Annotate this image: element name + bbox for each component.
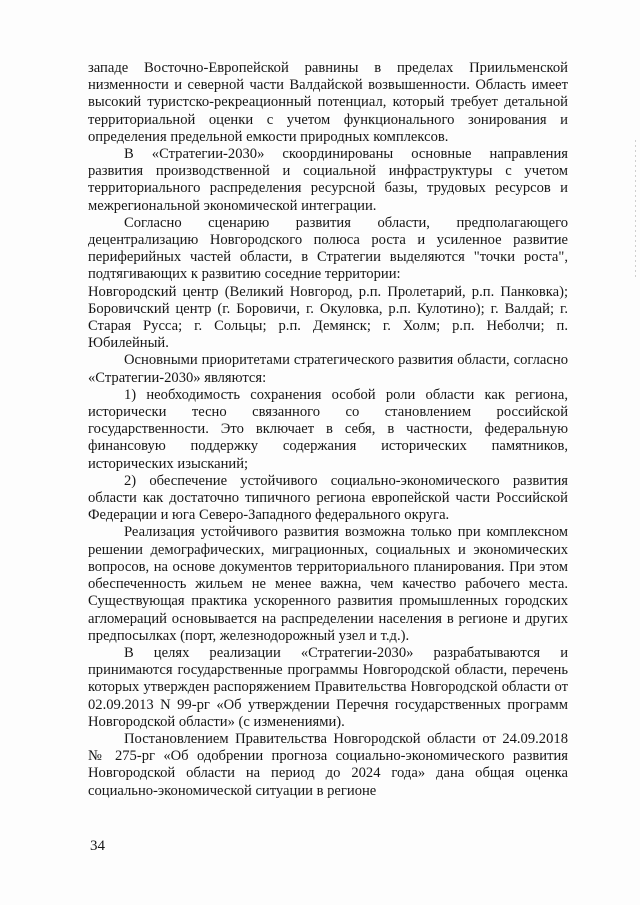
paragraph-forecast-resolution: Постановлением Правительства Новгородской области от 24.09.2018 № 275-рг «Об одобрении прогноза социально-экономического развития Новгородской области на период до 2024 года» дана общая оценка социально-экономической ситуации в регионе [88,730,568,799]
paragraph-sustainable-development: Реализация устойчивого развития возможна только при комплексном решении демографических, миграционных, социальных и экономических вопросов, на основе документов территориального планирования. При этом обеспеченность жильем не менее важна, чем качество рабочего места. Существующая практика ускоренного развития промышленных городских агломераций основывается на распределении населения в регионе и других предпосылках (порт, железнодорожный узел и т.д.). [88,524,568,644]
paragraph-strategy-coordination: В «Стратегии-2030» скоординированы основные направления развития производственной и социальной инфраструктуры с учетом территориального распределения ресурсной базы, трудовых ресурсов и межрегиональной экономической интеграции. [88,146,568,214]
list-item-priority-2: 2) обеспечение устойчивого социально-экономического развития области как достаточно типичного региона европейской части Российской Федерации и юга Северо-Западного федерального округа. [88,472,568,524]
page-number: 34 [90,838,105,854]
document-body [88,60,568,800]
paragraph-state-programs: В целях реализации «Стратегии-2030» разрабатываются и принимаются государственные программы Новгородской области, перечень которых утвержден распоряжением Правительства Новгородской области от 02.09.2013 N 99-рг «Об утверждении Перечня государственных программ Новгородской области» (с изменениями). [88,644,568,730]
paragraph-priorities-intro: Основными приоритетами стратегического развития области, согласно «Стратегии-2030» являются: [88,352,568,386]
scan-edge-mark [635,140,636,280]
paragraph-growth-centers-list: Новгородский центр (Великий Новгород, р.п. Пролетарий, р.п. Панковка); Боровичский центр (г. Боровичи, г. Окуловка, р.п. Кулотино); г. Валдай; г. Старая Русса; г. Сольцы; р.п. Демянск; г. Холм; р.п. Неболчи; п. Юбилейный. [88,283,568,352]
paragraph-continuation: западе Восточно-Европейской равнины в пределах Приильменской низменности и северной части Валдайской возвышенности. Область имеет высокий туристско-рекреационный потенциал, который требует детальной территориальной оценки с учетом функционального зонирования и определения предельной емкости природных комплексов. [88,60,568,145]
list-item-priority-1: 1) необходимость сохранения особой роли области как региона, исторически тесно связанного со становлением российской государственности. Это включает в себя, в частности, федеральную финансовую поддержку содержания исторических памятников, исторических изысканий; [88,386,568,472]
paragraph-growth-points: Согласно сценарию развития области, предполагающего децентрализацию Новгородского полюса роста и усиленное развитие периферийных частей области, в Стратегии выделяются "точки роста", подтягивающих к развитию соседние территории: [88,214,568,283]
